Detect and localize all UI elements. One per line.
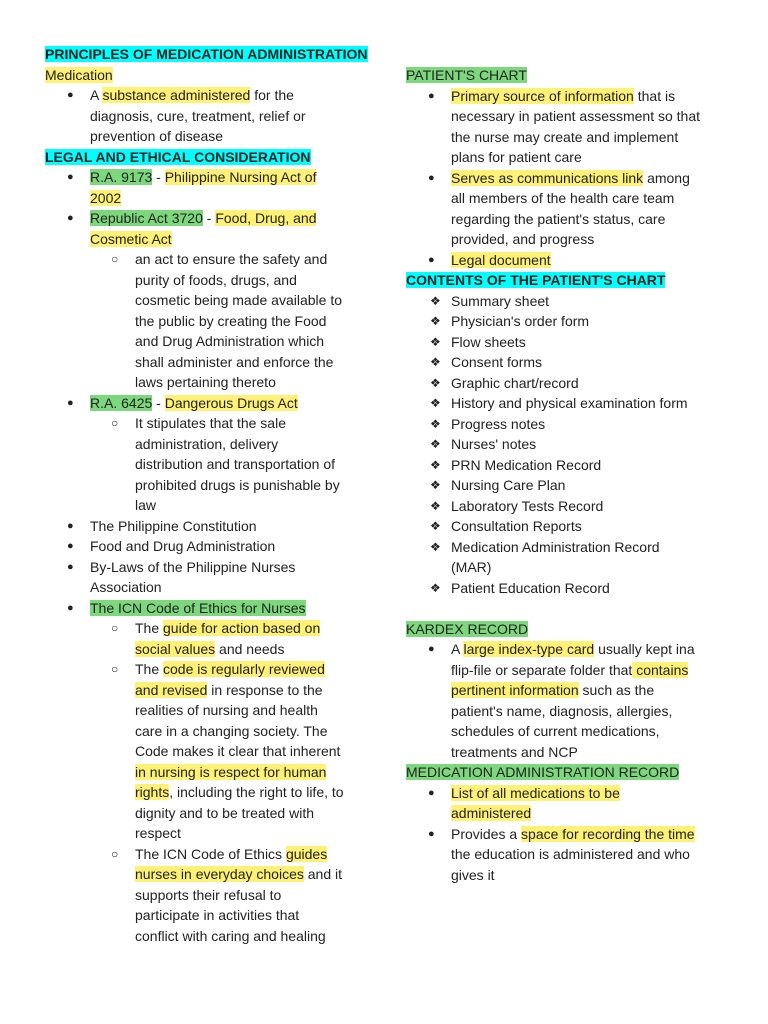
contents-list-item: ❖ Graphic chart/record	[406, 373, 726, 394]
list-item-cont: treatments and NCP	[451, 743, 578, 760]
contents-list-item: ❖ Nurses' notes	[406, 434, 726, 455]
hollow-bullet-icon: ○	[111, 662, 119, 676]
sub-list-item: ○ The ICN Code of Ethics guides	[45, 844, 395, 865]
list-item: ● The Philippine Constitution	[45, 516, 395, 537]
bullet-icon: ●	[67, 171, 74, 183]
list-item-cont: Cosmetic Act	[90, 230, 172, 247]
sub-list-item-cont: purity of foods, drugs, and	[135, 271, 297, 288]
list-item-cont: the education is administered and who	[451, 846, 690, 862]
medication-heading: Medication	[45, 66, 113, 83]
kardex-heading: KARDEX RECORD	[406, 620, 529, 637]
contents-list-item: ❖ Summary sheet	[406, 291, 726, 312]
sub-list-item-cont: respect	[135, 825, 181, 841]
diamond-bullet-icon: ❖	[430, 437, 441, 451]
sub-list-item-cont: cosmetic being made available to	[135, 292, 343, 308]
contents-list-item: ❖ Progress notes	[406, 414, 726, 435]
list-item: ● A large index-type card usually kept ina	[406, 639, 726, 660]
diamond-bullet-icon: ❖	[430, 416, 441, 431]
list-item-cont: all members of the health care team	[451, 190, 675, 206]
diamond-bullet-icon: ❖	[430, 293, 441, 308]
list-item-cont: schedules of current medications,	[451, 723, 660, 739]
list-item-cont: regarding the patient's status, care	[451, 210, 666, 227]
sub-list-item-cont: the public by creating the Food	[135, 312, 327, 329]
bullet-icon: ●	[67, 601, 74, 614]
page-title: PRINCIPLES OF MEDICATION ADMINISTRATION	[45, 46, 368, 62]
diamond-bullet-icon: ❖	[430, 375, 441, 390]
sub-list-item-cont: rights, including the right to life, to	[135, 784, 344, 800]
list-item: ● Republic Act 3720 - Food, Drug, and	[45, 208, 395, 229]
bullet-icon: ●	[428, 171, 435, 184]
bullet-icon: ●	[67, 560, 74, 573]
list-item: ● R.A. 6425 - Dangerous Drugs Act	[45, 393, 395, 414]
bullet-icon: ●	[67, 540, 74, 552]
list-item-cont: flip-file or separate folder that contains	[451, 661, 689, 678]
sub-list-item: ○ It stipulates that the sale	[45, 413, 395, 434]
contents-list-item: ❖ Consultation Reports	[406, 516, 726, 537]
bullet-icon: ●	[428, 786, 435, 799]
list-item: ● Provides a space for recording the time	[406, 824, 726, 845]
list-item: ● Food and Drug Administration	[45, 536, 395, 557]
diamond-bullet-icon: ❖	[430, 355, 441, 369]
left-column	[45, 44, 395, 946]
list-item-cont: gives it	[451, 866, 495, 883]
list-item-cont: diagnosis, cure, treatment, relief or	[90, 107, 306, 124]
list-item-cont: Association	[90, 579, 162, 595]
bullet-icon: ●	[428, 827, 435, 840]
list-item-cont: pertinent information such as the	[451, 682, 655, 698]
contents-list-item: ❖ Laboratory Tests Record	[406, 496, 726, 517]
contents-heading: CONTENTS OF THE PATIENT'S CHART	[406, 272, 666, 288]
diamond-bullet-icon: ❖	[430, 334, 441, 349]
sub-list-item-cont: social values and needs	[135, 640, 285, 657]
list-item: ● By-Laws of the Philippine Nurses	[45, 557, 395, 578]
bullet-icon: ●	[67, 212, 74, 224]
hollow-bullet-icon: ○	[111, 846, 119, 861]
diamond-bullet-icon: ❖	[430, 519, 441, 533]
list-item: ● List of all medications to be	[406, 783, 726, 804]
list-item-cont: prevention of disease	[90, 128, 224, 144]
list-item-cont: necessary in patient assessment so that	[451, 108, 701, 124]
sub-list-item-cont: dignity and to be treated with	[135, 804, 315, 821]
list-item: ● A substance administered for the	[45, 85, 395, 106]
contents-list-item: ❖ PRN Medication Record	[406, 455, 726, 476]
contents-list-item: ❖ Consent forms	[406, 352, 726, 373]
hollow-bullet-icon: ○	[111, 416, 119, 430]
sub-list-item: ○ The code is regularly reviewed	[45, 659, 395, 680]
diamond-bullet-icon: ❖	[430, 539, 441, 554]
diamond-bullet-icon: ❖	[430, 457, 441, 472]
sub-list-item-cont: Code makes it clear that inherent	[135, 743, 341, 759]
sub-list-item-cont: in nursing is respect for human	[135, 763, 327, 780]
sub-list-item-cont: and Drug Administration which	[135, 333, 325, 349]
contents-list-item: ❖ History and physical examination form	[406, 393, 726, 414]
list-item-cont: the nurse may create and implement	[451, 128, 679, 145]
contents-list	[406, 291, 726, 599]
sub-list-item-cont: distribution and transportation of	[135, 456, 336, 472]
list-item: ● R.A. 9173 - Philippine Nursing Act of	[45, 167, 395, 188]
diamond-bullet-icon: ❖	[430, 396, 441, 410]
list-item-cont: patient's name, diagnosis, allergies,	[451, 702, 673, 719]
list-item-cont: 2002	[90, 189, 122, 206]
bullet-icon: ●	[67, 89, 74, 101]
sub-list-item-cont: laws pertaining thereto	[135, 374, 276, 390]
sub-list-item-cont: care in a changing society. The	[135, 722, 328, 739]
mar-heading: MEDICATION ADMINISTRATION RECORD	[406, 764, 680, 780]
contents-list-item-cont: (MAR)	[451, 559, 492, 575]
bullet-icon: ●	[428, 89, 435, 102]
diamond-bullet-icon: ❖	[430, 478, 441, 492]
list-item: ● Primary source of information that is	[406, 86, 726, 107]
sub-list-item-cont: nurses in everyday choices and it	[135, 866, 343, 882]
diamond-bullet-icon: ❖	[430, 498, 441, 513]
sub-list-item-cont: law	[135, 497, 157, 513]
contents-list-item: ❖ Nursing Care Plan	[406, 475, 726, 496]
list-item: ● Legal document	[406, 250, 726, 271]
bullet-icon: ●	[428, 253, 435, 266]
bullet-icon: ●	[428, 643, 435, 655]
sub-list-item-cont: prohibited drugs is punishable by	[135, 476, 340, 493]
contents-list-item: ❖ Medication Administration Record	[406, 537, 726, 558]
diamond-bullet-icon: ❖	[430, 580, 441, 595]
list-item: ● Serves as communications link among	[406, 168, 726, 189]
sub-list-item: ○ an act to ensure the safety and	[45, 249, 395, 270]
sub-list-item: ○ The guide for action based on	[45, 618, 395, 639]
legal-heading: LEGAL AND ETHICAL CONSIDERATION	[45, 148, 311, 165]
hollow-bullet-icon: ○	[111, 252, 119, 266]
bullet-icon: ●	[67, 396, 74, 409]
list-item-cont: plans for patient care	[451, 149, 582, 165]
list-item-cont: administered	[451, 805, 532, 821]
contents-list-item: ❖ Flow sheets	[406, 332, 726, 353]
diamond-bullet-icon: ❖	[430, 314, 441, 328]
sub-list-item-cont: shall administer and enforce the	[135, 353, 334, 370]
sub-list-item-cont: conflict with caring and healing	[135, 927, 326, 944]
sub-list-item-cont: and revised in response to the	[135, 681, 323, 698]
contents-list-item: ❖ Physician's order form	[406, 311, 726, 332]
contents-list-item: ❖ Patient Education Record	[406, 578, 726, 599]
right-column	[406, 65, 726, 885]
sub-list-item-cont: supports their refusal to	[135, 886, 282, 903]
sub-list-item-cont: administration, delivery	[135, 435, 279, 452]
list-item: ● The ICN Code of Ethics for Nurses	[45, 598, 395, 619]
patients-chart-heading: PATIENT'S CHART	[406, 67, 527, 83]
sub-list-item-cont: participate in activities that	[135, 907, 300, 923]
sub-list-item-cont: realities of nursing and health	[135, 702, 318, 718]
hollow-bullet-icon: ○	[111, 621, 119, 635]
bullet-icon: ●	[67, 519, 74, 532]
list-item-cont: provided, and progress	[451, 231, 595, 247]
